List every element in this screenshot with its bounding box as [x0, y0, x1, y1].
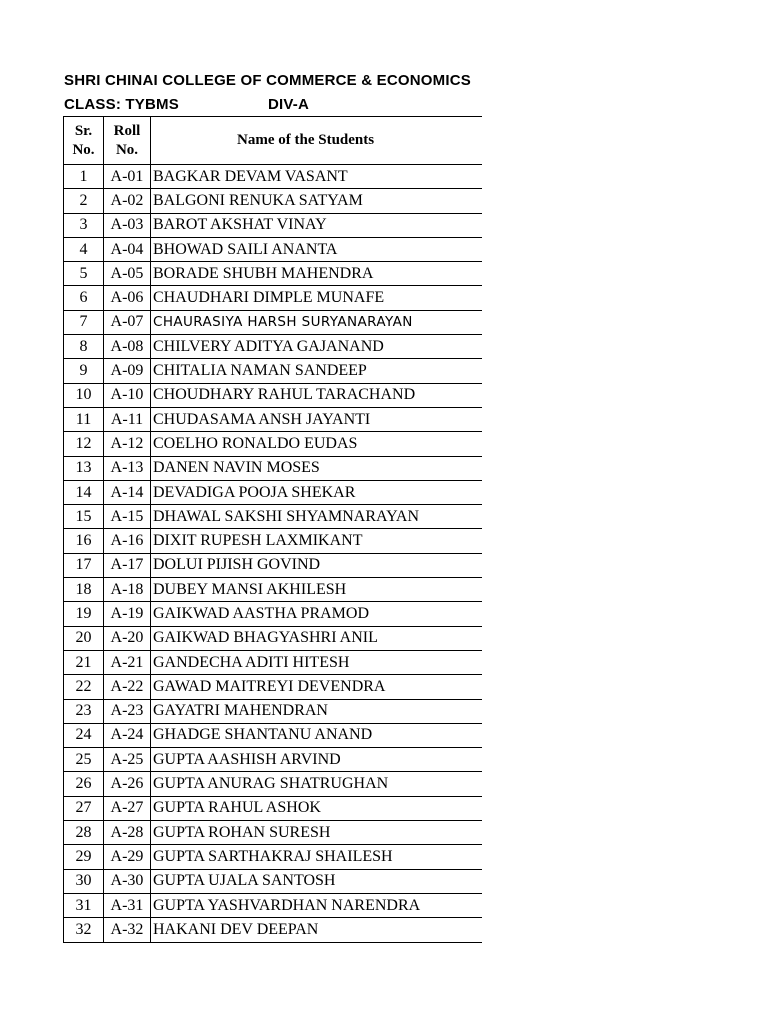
- roll-no-cell: A-29: [104, 845, 151, 869]
- student-name-cell: CHUDASAMA ANSH JAYANTI: [151, 407, 483, 431]
- table-row: [64, 480, 483, 504]
- roll-no-cell: A-02: [104, 189, 151, 213]
- roll-no-cell: A-26: [104, 772, 151, 796]
- table-row: [64, 407, 483, 431]
- roll-no-cell: A-12: [104, 432, 151, 456]
- name-header: Name of the Students: [151, 117, 483, 165]
- sr-no-cell: 27: [64, 796, 104, 820]
- roll-no-cell: A-23: [104, 699, 151, 723]
- student-name-cell: CHILVERY ADITYA GAJANAND: [151, 335, 483, 359]
- sr-no-cell: 29: [64, 845, 104, 869]
- sr-no-cell: 21: [64, 650, 104, 674]
- student-name-cell: GUPTA SARTHAKRAJ SHAILESH: [151, 845, 483, 869]
- table-row: [64, 602, 483, 626]
- student-name-cell: HAKANI DEV DEEPAN: [151, 918, 483, 942]
- roll-no-cell: A-05: [104, 262, 151, 286]
- table-row: [64, 262, 483, 286]
- sr-no-cell: 17: [64, 553, 104, 577]
- sr-no-header: [64, 117, 104, 165]
- table-row: [64, 286, 483, 310]
- student-name-cell: GHADGE SHANTANU ANAND: [151, 723, 483, 747]
- table-row: [64, 699, 483, 723]
- student-name-cell: DUBEY MANSI AKHILESH: [151, 578, 483, 602]
- table-row: [64, 383, 483, 407]
- sr-no-cell: 10: [64, 383, 104, 407]
- student-name-cell: DHAWAL SAKSHI SHYAMNARAYAN: [151, 505, 483, 529]
- table-row: [64, 918, 483, 942]
- student-name-cell: DIXIT RUPESH LAXMIKANT: [151, 529, 483, 553]
- roll-no-cell: A-08: [104, 335, 151, 359]
- student-name-cell: CHITALIA NAMAN SANDEEP: [151, 359, 483, 383]
- roll-no-header: [104, 117, 151, 165]
- table-row: [64, 578, 483, 602]
- sr-no-cell: 28: [64, 821, 104, 845]
- roll-no-cell: A-28: [104, 821, 151, 845]
- sr-no-cell: 2: [64, 189, 104, 213]
- sr-no-cell: 7: [64, 310, 104, 334]
- class-line: [64, 96, 310, 113]
- sr-no-cell: 5: [64, 262, 104, 286]
- table-row: [64, 626, 483, 650]
- sr-no-cell: 4: [64, 237, 104, 261]
- table-row: [64, 772, 483, 796]
- sr-no-cell: 15: [64, 505, 104, 529]
- student-name-cell: GUPTA AASHISH ARVIND: [151, 748, 483, 772]
- table-row: [64, 845, 483, 869]
- class-label: CLASS: TYBMS: [64, 96, 179, 113]
- roll-no-cell: A-16: [104, 529, 151, 553]
- student-name-cell: CHOUDHARY RAHUL TARACHAND: [151, 383, 483, 407]
- sr-no-cell: 1: [64, 165, 104, 189]
- sr-no-cell: 32: [64, 918, 104, 942]
- student-name-cell: GUPTA RAHUL ASHOK: [151, 796, 483, 820]
- roll-no-cell: A-07: [104, 310, 151, 334]
- division-label: DIV-A: [268, 96, 310, 113]
- table-row: [64, 529, 483, 553]
- table-row: [64, 869, 483, 893]
- sr-no-cell: 12: [64, 432, 104, 456]
- sr-no-cell: 11: [64, 407, 104, 431]
- roll-no-cell: A-30: [104, 869, 151, 893]
- student-name-cell: GUPTA ANURAG SHATRUGHAN: [151, 772, 483, 796]
- table-row: [64, 505, 483, 529]
- student-name-cell: GAYATRI MAHENDRAN: [151, 699, 483, 723]
- student-name-cell: BAROT AKSHAT VINAY: [151, 213, 483, 237]
- roll-no-cell: A-01: [104, 165, 151, 189]
- sr-no-cell: 30: [64, 869, 104, 893]
- table-row: [64, 310, 483, 334]
- sr-no-cell: 19: [64, 602, 104, 626]
- sr-no-cell: 20: [64, 626, 104, 650]
- student-name-cell: GAIKWAD BHAGYASHRI ANIL: [151, 626, 483, 650]
- roll-no-cell: A-27: [104, 796, 151, 820]
- roll-no-cell: A-31: [104, 893, 151, 917]
- table-row: [64, 893, 483, 917]
- roll-no-cell: A-21: [104, 650, 151, 674]
- roll-no-cell: A-25: [104, 748, 151, 772]
- table-row: [64, 237, 483, 261]
- sr-no-cell: 18: [64, 578, 104, 602]
- table-row: [64, 821, 483, 845]
- table-row: [64, 748, 483, 772]
- sr-no-cell: 31: [64, 893, 104, 917]
- sr-no-cell: 26: [64, 772, 104, 796]
- sr-no-cell: 6: [64, 286, 104, 310]
- table-header-row: [64, 117, 483, 165]
- roll-no-cell: A-14: [104, 480, 151, 504]
- student-name-cell: CHAURASIYA HARSH SURYANARAYAN: [151, 310, 483, 334]
- student-name-cell: GUPTA YASHVARDHAN NARENDRA: [151, 893, 483, 917]
- table-row: [64, 650, 483, 674]
- roll-no-cell: A-32: [104, 918, 151, 942]
- table-row: [64, 189, 483, 213]
- sr-no-cell: 24: [64, 723, 104, 747]
- student-name-cell: GAWAD MAITREYI DEVENDRA: [151, 675, 483, 699]
- table-row: [64, 165, 483, 189]
- sr-no-cell: 22: [64, 675, 104, 699]
- roll-no-cell: A-04: [104, 237, 151, 261]
- student-name-cell: GANDECHA ADITI HITESH: [151, 650, 483, 674]
- student-name-cell: GAIKWAD AASTHA PRAMOD: [151, 602, 483, 626]
- table-body: [64, 165, 483, 943]
- sr-no-cell: 3: [64, 213, 104, 237]
- roll-no-cell: A-09: [104, 359, 151, 383]
- table-row: [64, 723, 483, 747]
- roll-no-cell: A-10: [104, 383, 151, 407]
- student-name-cell: BAGKAR DEVAM VASANT: [151, 165, 483, 189]
- roll-no-cell: A-06: [104, 286, 151, 310]
- roll-no-cell: A-11: [104, 407, 151, 431]
- table-row: [64, 432, 483, 456]
- student-name-cell: BORADE SHUBH MAHENDRA: [151, 262, 483, 286]
- roll-no-cell: A-17: [104, 553, 151, 577]
- student-name-cell: CHAUDHARI DIMPLE MUNAFE: [151, 286, 483, 310]
- student-name-cell: GUPTA UJALA SANTOSH: [151, 869, 483, 893]
- table-row: [64, 675, 483, 699]
- roll-no-cell: A-24: [104, 723, 151, 747]
- table-row: [64, 335, 483, 359]
- roll-no-cell: A-20: [104, 626, 151, 650]
- table-row: [64, 359, 483, 383]
- sr-no-cell: 8: [64, 335, 104, 359]
- student-name-cell: BALGONI RENUKA SATYAM: [151, 189, 483, 213]
- student-name-cell: DANEN NAVIN MOSES: [151, 456, 483, 480]
- sr-no-cell: 9: [64, 359, 104, 383]
- roll-no-cell: A-03: [104, 213, 151, 237]
- table-row: [64, 456, 483, 480]
- roll-no-cell: A-22: [104, 675, 151, 699]
- student-roll-table: [63, 116, 482, 943]
- roll-no-cell: A-18: [104, 578, 151, 602]
- table-row: [64, 213, 483, 237]
- sr-no-cell: 13: [64, 456, 104, 480]
- sr-no-cell: 23: [64, 699, 104, 723]
- table-row: [64, 553, 483, 577]
- student-name-cell: GUPTA ROHAN SURESH: [151, 821, 483, 845]
- table-row: [64, 796, 483, 820]
- sr-no-cell: 16: [64, 529, 104, 553]
- college-title: SHRI CHINAI COLLEGE OF COMMERCE & ECONOMICS: [64, 72, 471, 89]
- sr-no-cell: 14: [64, 480, 104, 504]
- roll-no-cell: A-15: [104, 505, 151, 529]
- roll-no-cell: A-13: [104, 456, 151, 480]
- roll-no-header-text: Roll No.: [113, 122, 141, 158]
- student-name-cell: DOLUI PIJISH GOVIND: [151, 553, 483, 577]
- roll-no-cell: A-19: [104, 602, 151, 626]
- student-name-cell: DEVADIGA POOJA SHEKAR: [151, 480, 483, 504]
- sr-no-header-text: Sr. No.: [72, 122, 95, 158]
- student-name-cell: BHOWAD SAILI ANANTA: [151, 237, 483, 261]
- sr-no-cell: 25: [64, 748, 104, 772]
- student-name-cell: COELHO RONALDO EUDAS: [151, 432, 483, 456]
